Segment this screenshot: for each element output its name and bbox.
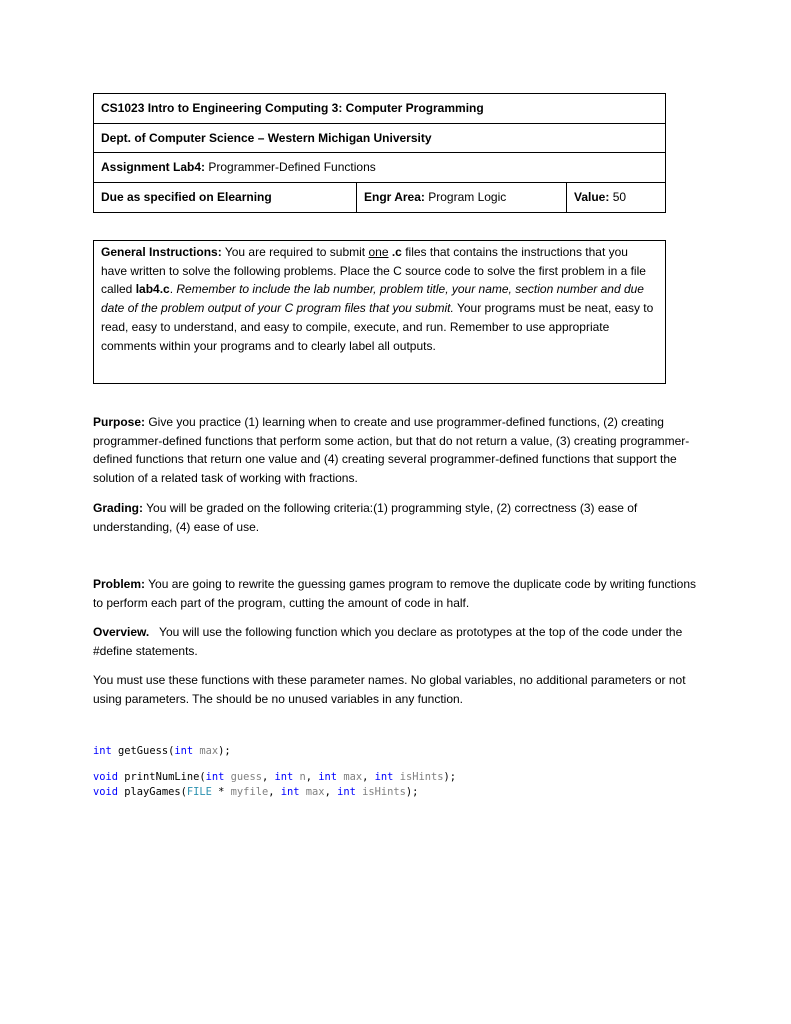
grading-paragraph — [93, 499, 703, 536]
grading-text: You will be graded on the following criteria:(1) programming style, (2) correctness (3) ease of understanding, (4) ease of use. — [93, 501, 638, 534]
code-token: int — [337, 786, 356, 798]
code-token: , — [268, 786, 281, 798]
code-token: isHints — [399, 771, 444, 783]
course-header-table — [93, 93, 666, 213]
code-token: void — [93, 786, 119, 798]
grading-label: Grading: — [93, 501, 143, 515]
code-token: int — [280, 786, 300, 798]
code-token: max — [343, 771, 363, 783]
code-token: int — [374, 771, 394, 783]
code-token: getGuess( — [111, 745, 175, 757]
dept-row — [94, 124, 665, 154]
code-token: max — [305, 786, 325, 798]
code-token: , — [362, 771, 375, 783]
code-token: isHints — [362, 786, 406, 798]
general-dotc: .c — [391, 245, 402, 259]
problem-text: You are going to rewrite the guessing games program to remove the duplicate code by writing functions to perform each part of the program, cutting the amount of code in half. — [93, 577, 697, 610]
due-row — [94, 183, 665, 213]
code-line-printnumline — [93, 770, 713, 785]
value-label: Value: — [574, 190, 610, 205]
engr-area-value: Program Logic — [424, 190, 507, 205]
code-token: n — [299, 771, 306, 783]
code-token: int — [93, 745, 112, 757]
code-token: * — [211, 786, 231, 798]
code-token: playGames( — [118, 786, 187, 798]
overview-text: You will use the following function which you declare as prototypes at the top of the code under the #define statements. — [93, 625, 686, 658]
overview-label: Overview. — [93, 625, 150, 639]
code-token: myfile — [230, 786, 269, 798]
code-token: printNumLine( — [118, 771, 206, 783]
code-token: guess — [230, 771, 262, 783]
engr-area-label: Engr Area: — [364, 190, 425, 205]
code-token: int — [205, 771, 225, 783]
purpose-text: Give you practice (1) learning when to create and use programmer-defined functions, (2) creating programmer-defined functions that perform some action, but that do not return a value, (3) creating programmer-defined functions that return one value and (4) creating several programmer-defined functions that support the solution of a related task of working with fractions. — [93, 415, 690, 486]
must-use-paragraph: You must use these functions with these parameter names. No global variables, no additional parameters or not using parameters. The should be no unused variables in any function. — [93, 673, 686, 706]
purpose-paragraph — [93, 413, 703, 488]
value-value: 50 — [609, 190, 627, 205]
code-token: void — [93, 771, 119, 783]
general-text-5: Your programs must be neat, easy to read, easy to understand, and easy to compile, execute, and run. Remember to use appropriate comments within your programs and to clearly label all outputs. — [101, 301, 654, 353]
code-token: ); — [443, 771, 456, 783]
code-token: , — [261, 771, 275, 783]
code-token: , — [324, 786, 338, 798]
general-text-1: You are required to submit — [221, 245, 369, 259]
assignment-value: Programmer-Defined Functions — [205, 160, 376, 175]
course-title: CS1023 Intro to Engineering Computing 3: Computer Programming — [101, 101, 484, 116]
assignment-row — [94, 153, 665, 183]
code-line-playgames — [93, 785, 713, 800]
code-token: ); — [218, 745, 231, 757]
code-token: int — [318, 771, 338, 783]
assignment-label: Assignment Lab4: — [101, 160, 206, 175]
general-one: one — [368, 245, 389, 259]
general-text-3: files that contains the instructions that you have written to solve the following problems. Place the C source code to solve the first problem in a file called — [101, 245, 646, 297]
code-token: int — [174, 745, 194, 757]
course-row — [94, 94, 665, 124]
code-token: , — [305, 771, 319, 783]
code-token: int — [274, 771, 294, 783]
general-instructions-box — [93, 240, 666, 384]
problem-label: Problem: — [93, 577, 146, 591]
general-filename: lab4.c — [135, 282, 170, 297]
code-line-getguess — [93, 744, 713, 759]
general-text-4: . — [169, 282, 177, 297]
problem-paragraph — [93, 575, 703, 612]
code-token: max — [199, 745, 219, 757]
dept-name: Dept. of Computer Science – Western Michigan University — [101, 130, 432, 145]
general-italic-note: Remember to include the lab number, problem title, your name, section number and due date of the problem output of your C program files that you submit. — [101, 282, 644, 316]
code-token: FILE — [186, 786, 212, 798]
code-token: ); — [405, 786, 419, 798]
purpose-label: Purpose: — [93, 415, 146, 429]
general-label: General Instructions: — [101, 245, 222, 259]
overview-paragraph — [93, 623, 703, 660]
due-text: Due as specified on Elearning — [101, 190, 272, 205]
